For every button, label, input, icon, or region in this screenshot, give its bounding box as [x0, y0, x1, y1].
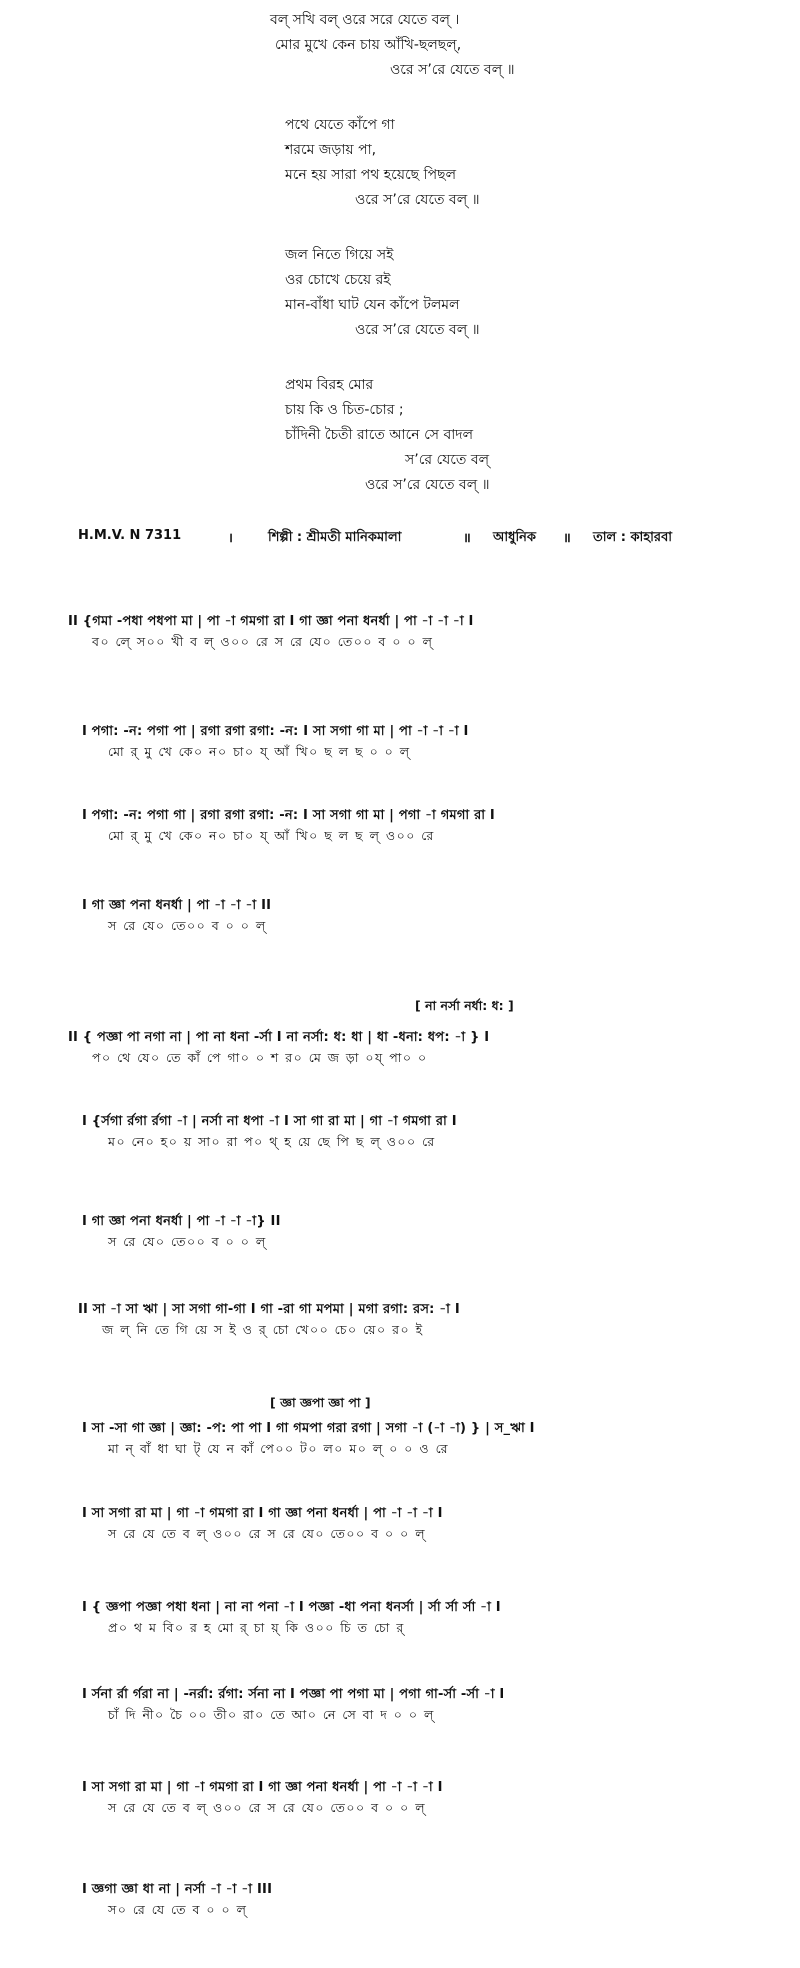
- notation-syllables: ব০ লে্ স০০ খী ব ল্ ও০০ রে স রে যে০ তে০০ ব ০ ০ ল্: [92, 634, 434, 649]
- lyric-line: মোর মুখে কেন চায় আঁখি-ছলছল্,: [275, 37, 462, 53]
- lyric-line: স’রে যেতে বল্: [405, 452, 490, 468]
- lyric-line: জল নিতে গিয়ে সই: [285, 247, 394, 263]
- lyrics-stanza-2: [0, 113, 800, 213]
- genre-label: আধুনিক: [493, 530, 537, 545]
- record-separator: ॥: [463, 531, 471, 546]
- lyric-line: শরমে জড়ায় পা,: [285, 142, 377, 158]
- notation-syllables: মো র্ মু খে কে০ ন০ চা০ য্ আঁ খি০ ছ ল ছ ০ ০ ল্: [108, 744, 411, 759]
- notation-syllables: স রে যে তে ব ল্ ও০০ রে স রে যে০ তে০০ ব ০ ০ ল্: [108, 1800, 427, 1815]
- lyric-line: ওরে স’রে যেতে বল্ ॥: [365, 477, 490, 493]
- lyric-line: ওরে স’রে যেতে বল্ ॥: [355, 192, 480, 208]
- record-separator: ।: [228, 531, 233, 546]
- notation-syllables: ম০ নে০ হ০ য় সা০ রা প০ থ্ হ য়ে ছে পি ছ ল্ ও০০ রে: [108, 1134, 436, 1149]
- notation-notes: I পগা: -ন: পগা পা | রগা রগা রগা: -ন: I সা সগা গা মা | পা -া -া -া I: [82, 724, 469, 739]
- record-number: H.M.V. N 7311: [78, 528, 182, 543]
- notation-notes: II {গমা -পধা পধপা মা | পা -া গমগা রা I গা জ্ঞা পনা ধনর্ধা | পা -া -া -া I: [68, 614, 474, 629]
- lyrics-stanza-4: [0, 373, 800, 498]
- tala-label: তাল : কাহারবা: [593, 530, 673, 545]
- lyrics-stanza-3: [0, 243, 800, 343]
- notation-syllables: জ ল্ নি তে গি য়ে স ই ও র্ চো খে০০ চে০ য়ে০ র০ ই: [102, 1322, 424, 1337]
- notation-notes: I সা সগা রা মা | গা -া গমগা রা I গা জ্ঞা পনা ধনর্ধা | পা -া -া -া I: [82, 1506, 443, 1521]
- notation-notes: I সা -সা গা জ্ঞা | জ্ঞা: -প: পা পা I গা গমপা গরা রগা | সগা -া (-া -া) } | স_ঋা I: [82, 1421, 535, 1436]
- record-separator: ॥: [563, 531, 571, 546]
- notation-syllables: স রে যে০ তে০০ ব ০ ০ ল্: [108, 1234, 267, 1249]
- notation-notes: I র্সনা র্রা র্গরা না | -নর্রা: র্রগা: র্সনা না I পজ্ঞা পা পগা মা | পগা গা-র্সা -র্সা -া I: [82, 1687, 505, 1702]
- lyric-line: বল্ সখি বল্ ওরে সরে যেতে বল্ ।: [270, 12, 460, 28]
- lyric-line: পথে যেতে কাঁপে গা: [285, 117, 395, 133]
- notation-syllables: চাঁ দি নী০ চৈ ০০ তী০ রা০ তে আ০ নে সে বা দ ০ ০ ল্: [108, 1707, 435, 1722]
- notation-notes: I জ্ঞগা জ্ঞা ধা না | নর্সা -া -া -া III: [82, 1882, 273, 1897]
- notation-syllables: প০ থে যে০ তে কাঁ পে গা০ ০ শ র০ মে জ ড়া ০য্ পা০ ০: [92, 1050, 428, 1065]
- notation-notes: I গা জ্ঞা পনা ধনর্ধা | পা -া -া -া II: [82, 898, 272, 913]
- notation-notes: I গা জ্ঞা পনা ধনর্ধা | পা -া -া -া} II: [82, 1214, 281, 1229]
- ornament-bracket: [ জ্ঞা জ্ঞপা জ্ঞা পা ]: [270, 1395, 371, 1410]
- ornament-bracket: [ না নর্সা নর্ধা: ধ: ]: [415, 998, 514, 1013]
- notation-syllables: প্র০ থ ম বি০ র হ মো র্ চা য়্ কি ও০০ চি ত চো র্: [108, 1620, 405, 1635]
- lyrics-stanza-1: [0, 8, 800, 83]
- lyric-line: মনে হয় সারা পথ হয়েছে পিছল: [285, 167, 457, 183]
- notation-notes: II সা -া সা ঋা | সা সগা গা-গা I গা -রা গা মপমা | মগা রগা: রস: -া I: [78, 1302, 460, 1317]
- notation-syllables: স০ রে যে তে ব ০ ০ ল্: [108, 1902, 248, 1917]
- notation-notes: I {র্সগা র্রগা র্রগা -া | নর্সা না ধপা -া I সা গা রা মা | গা -া গমগা রা I: [82, 1114, 457, 1129]
- notation-notes: I সা সগা রা মা | গা -া গমগা রা I গা জ্ঞা পনা ধনর্ধা | পা -া -া -া I: [82, 1780, 443, 1795]
- notation-syllables: স রে যে০ তে০০ ব ০ ০ ল্: [108, 918, 267, 933]
- notation-notes: I পগা: -ন: পগা গা | রগা রগা রগা: -ন: I সা সগা গা মা | পগা -া গমগা রা I: [82, 808, 495, 823]
- notation-syllables: মো র্ মু খে কে০ ন০ চা০ য্ আঁ খি০ ছ ল ছ ল্ ও০০ রে: [108, 828, 435, 843]
- lyrics-section: [0, 8, 800, 528]
- lyric-line: ওর চোখে চেয়ে রই: [285, 272, 391, 288]
- notation-notes: II { পজ্ঞা পা নগা না | পা না ধনা -র্সা I না নর্সা: ধ: ধা | ধা -ধনা: ধপ: -া } I: [68, 1030, 490, 1045]
- notation-syllables: স রে যে তে ব ল্ ও০০ রে স রে যে০ তে০০ ব ০ ০ ল্: [108, 1526, 427, 1541]
- lyric-line: চাঁদিনী চৈতী রাতে আনে সে বাদল: [285, 427, 474, 443]
- lyric-line: ওরে স’রে যেতে বল্ ॥: [355, 322, 480, 338]
- notation-notes: I { জ্ঞপা পজ্ঞা পধা ধনা | না না পনা -া I পজ্ঞা -ধা পনা ধনর্সা | র্সা র্সা র্সা -া I: [82, 1600, 501, 1615]
- record-info: [78, 528, 778, 549]
- artist-credit: শিল্পী : শ্রীমতী মানিকমালা: [268, 530, 402, 545]
- lyric-line: চায় কি ও চিত-চোর ;: [285, 402, 404, 418]
- lyric-line: প্রথম বিরহ মোর: [285, 377, 374, 393]
- notation-syllables: মা ন্ বাঁ ধা ঘা ট্ যে ন কাঁ পে০০ ট০ ল০ ম০ ল্ ০ ০ ও রে: [108, 1441, 450, 1456]
- lyric-line: ওরে স’রে যেতে বল্ ॥: [390, 62, 515, 78]
- lyric-line: মান-বাঁধা ঘাট যেন কাঁপে টলমল: [285, 297, 460, 313]
